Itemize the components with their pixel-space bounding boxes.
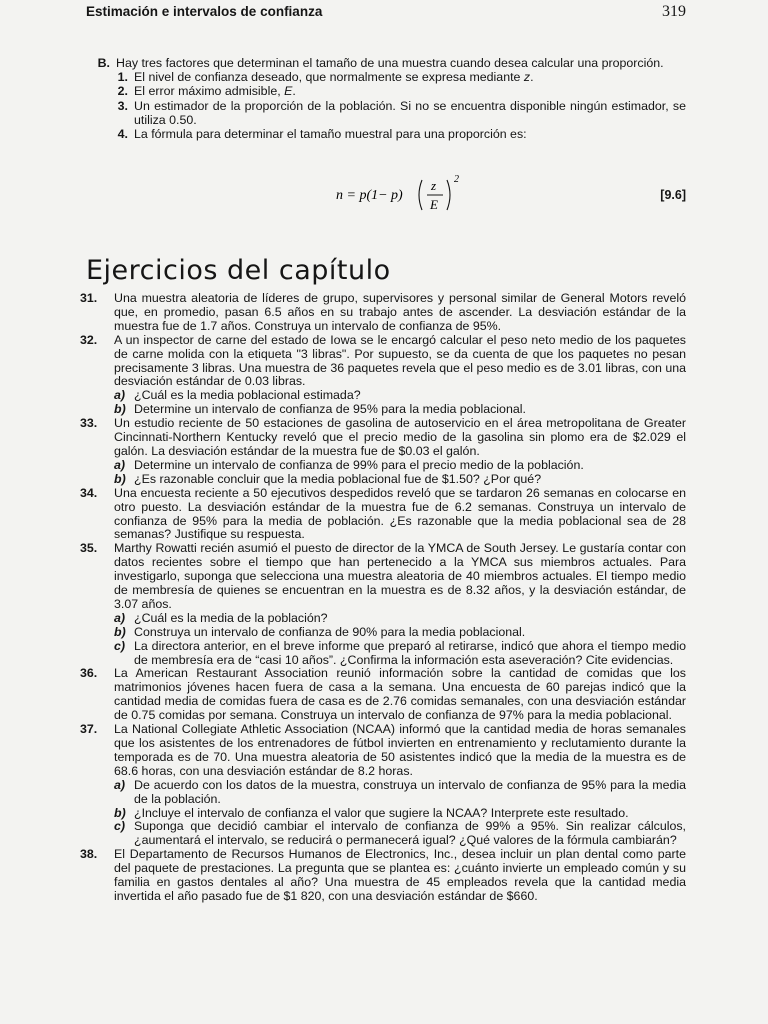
exercise-number: 34. (80, 485, 98, 500)
exercise-text: A un inspector de carne del estado de Iowa se le encargó calcular el peso neto medio de los paquetes de carne molida con la etiqueta "3 libras". Por supuesto, se da cuenta de que los paquetes no pesan precisamente 3 libras. Una muestra de 36 paquetes revela que el peso medio es de 3.01 libras, con una desviación estándar de 0.03 libras. (114, 332, 686, 389)
exercise-subquestion (114, 612, 686, 626)
section-b-item-number: 3. (117, 98, 128, 113)
exercise-item (80, 542, 686, 667)
subquestion-letter: b) (114, 471, 126, 486)
exercise-subquestion (114, 820, 686, 848)
section-b-item-text: El error máximo admisible, E. (134, 84, 296, 99)
sample-size-formula (336, 172, 486, 216)
exercise-text: Una encuesta reciente a 50 ejecutivos despedidos reveló que se tardaron 26 semanas en colocarse en otro puesto. La desviación estándar de la muestra fue de 6.2 semanas. Construya un intervalo de confianza de 95% para la media de población. ¿Es razonable que la media poblacional sea de 28 semanas? Justifique su respuesta. (114, 485, 686, 542)
subquestion-letter: a) (114, 457, 126, 472)
section-b-item-number: 1. (117, 70, 128, 85)
subquestion-text: ¿Incluye el intervalo de confianza el valor que sugiere la NCAA? Interprete este resultado. (134, 805, 629, 820)
exercise-text: El Departamento de Recursos Humanos de Electronics, Inc., desea incluir un plan dental como parte del paquete de prestaciones. La pregunta que se plantea es: ¿cuánto invierte un empleado común y su familia en gastos dentales al año? Una muestra de 45 empleados revela que la cantidad media invertida el año pasado fue de $1 820, con una desviación estándar de $660. (114, 847, 686, 903)
formula-numerator: z (431, 178, 437, 193)
section-b-list (86, 70, 686, 141)
section-b-item-text: El nivel de confianza deseado, que normalmente se expresa mediante z. (134, 70, 534, 85)
subquestion-letter: b) (114, 624, 126, 639)
section-b-item-text: Un estimador de la proporción de la población. Si no se encuentra disponible ningún estimador, se utiliza 0.50. (134, 98, 686, 127)
section-b-item (86, 99, 686, 127)
exercise-number: 35. (80, 541, 98, 556)
page-number: 319 (662, 3, 686, 20)
formula-denominator: E (430, 197, 438, 212)
exercise-number: 31. (80, 291, 98, 305)
subquestion-text: ¿Cuál es la media de la población? (134, 610, 328, 625)
section-b (86, 56, 686, 141)
section-b-item-number: 2. (117, 84, 128, 99)
exercise-text: Un estudio reciente de 50 estaciones de gasolina de autoservicio en el área metropolitana de Greater Cincinnati-Northern Kentucky reveló que el precio medio de la gasolina sin plomo era de $2.029 el galón. La desviación estándar de la muestra fue de $0.03 el galón. (114, 416, 686, 458)
exercise-text: Marthy Rowatti recién asumió el puesto de director de la YMCA de South Jersey. Le gustaría contar con datos recientes sobre el tiempo que han pertenecido a la YMCA sus miembros actuales. Para investigarlo, suponga que selecciona una muestra aleatoria de 40 miembros actuales. El tiempo medio de membresía de quienes se encuentran en la muestra es de 8.32 años, y la desviación estándar, de 3.07 años. (114, 541, 686, 611)
exercise-subquestion (114, 779, 686, 807)
section-b-variable: z (523, 70, 531, 85)
subquestion-letter: a) (114, 388, 126, 403)
exercise-list (80, 292, 686, 904)
subquestion-letter: b) (114, 805, 126, 820)
subquestion-letter: a) (114, 610, 126, 625)
section-b-item (86, 127, 686, 141)
exercise-item (80, 848, 686, 904)
exercise-item (80, 487, 686, 543)
subquestion-text: Suponga que decidió cambiar el intervalo de confianza de 99% a 95%. Sin realizar cálculos, ¿aumentará el intervalo, se reducirá o permanecerá igual? ¿Qué valores de la fórmula cambiarán? (134, 819, 686, 848)
formula-exponent: 2 (454, 174, 459, 185)
formula-lhs: n = p(1− p) (336, 188, 403, 203)
exercise-item (80, 667, 686, 723)
exercise-number: 37. (80, 722, 98, 737)
subquestion-text: Determine un intervalo de confianza de 95% para la media poblacional. (134, 402, 526, 417)
chapter-exercises-heading: Ejercicios del capítulo (86, 255, 391, 286)
exercise-item (80, 723, 686, 848)
section-b-variable: E (284, 84, 293, 99)
exercise-subquestion (114, 389, 686, 403)
exercise-subquestion (114, 403, 686, 417)
subquestion-text: La directora anterior, en el breve informe que preparó al retirarse, indicó que ahora el tiempo medio de membresía era de “casi 10 años”. ¿Confirma la información esta aseveración? Cite evidencias. (134, 638, 686, 667)
equation-number: [9.6] (660, 188, 686, 202)
exercise-text: La National Collegiate Athletic Association (NCAA) informó que la cantidad media de horas semanales que los asistentes de los entrenadores de fútbol invierten en entrenamiento y reclutamiento durante la temporada es de 70. Una muestra aleatoria de 50 asistentes indicó que la media de la muestra es de 68.6 horas, con una desviación estándar de 8.2 horas. (114, 722, 686, 778)
subquestion-letter: c) (114, 819, 126, 834)
subquestion-text: Construya un intervalo de confianza de 90% para la media poblacional. (134, 624, 526, 639)
subquestion-text: ¿Cuál es la media poblacional estimada? (134, 388, 361, 403)
exercise-subquestion (114, 640, 686, 668)
exercise-number: 36. (80, 666, 98, 681)
exercise-item (80, 334, 686, 417)
exercise-number: 33. (80, 416, 98, 431)
subquestion-text: ¿Es razonable concluir que la media poblacional fue de $1.50? ¿Por qué? (134, 471, 542, 486)
subquestion-text: De acuerdo con los datos de la muestra, construya un intervalo de confianza de 95% para la media de la población. (134, 777, 686, 806)
subquestion-letter: a) (114, 777, 126, 792)
subquestion-letter: b) (114, 402, 126, 417)
section-b-label: B. (97, 56, 110, 70)
exercise-text: Una muestra aleatoria de líderes de grupo, supervisores y personal similar de General Motors reveló que, en promedio, pasan 6.5 años en su trabajo antes de ascender. La desviación estándar de la muestra fue de 1.7 años. Construya un intervalo de confianza de 95%. (114, 291, 686, 333)
exercise-subquestion (114, 626, 686, 640)
exercise-number: 32. (80, 332, 98, 347)
subquestion-letter: c) (114, 638, 126, 653)
running-header (86, 4, 686, 24)
section-b-item-text: La fórmula para determinar el tamaño muestral para una proporción es: (134, 127, 527, 142)
exercise-item (80, 292, 686, 334)
section-b-item (86, 70, 686, 84)
exercise-text: La American Restaurant Association reunió información sobre la cantidad de comidas que los matrimonios jóvenes hacen fuera de casa a la semana. Una encuesta de 60 parejas indicó que la cantidad media de comidas fuera de casa es de 2.76 comidas semanales, con una desviación estándar de 0.75 comidas por semana. Construya un intervalo de confianza de 97% para la media poblacional. (114, 666, 686, 723)
exercise-item (80, 417, 686, 487)
subquestion-text: Determine un intervalo de confianza de 99% para el precio medio de la población. (134, 457, 584, 472)
section-b-intro: Hay tres factores que determinan el tamaño de una muestra cuando desea calcular una proporción. (116, 56, 664, 70)
running-header-title: Estimación e intervalos de confianza (86, 4, 323, 19)
section-b-item-number: 4. (117, 127, 128, 142)
section-b-item (86, 84, 686, 98)
exercise-subquestion (114, 459, 686, 473)
formula-9-6 (86, 172, 686, 216)
exercise-number: 38. (80, 847, 98, 862)
exercise-subquestion (114, 473, 686, 487)
exercise-subquestion (114, 807, 686, 821)
